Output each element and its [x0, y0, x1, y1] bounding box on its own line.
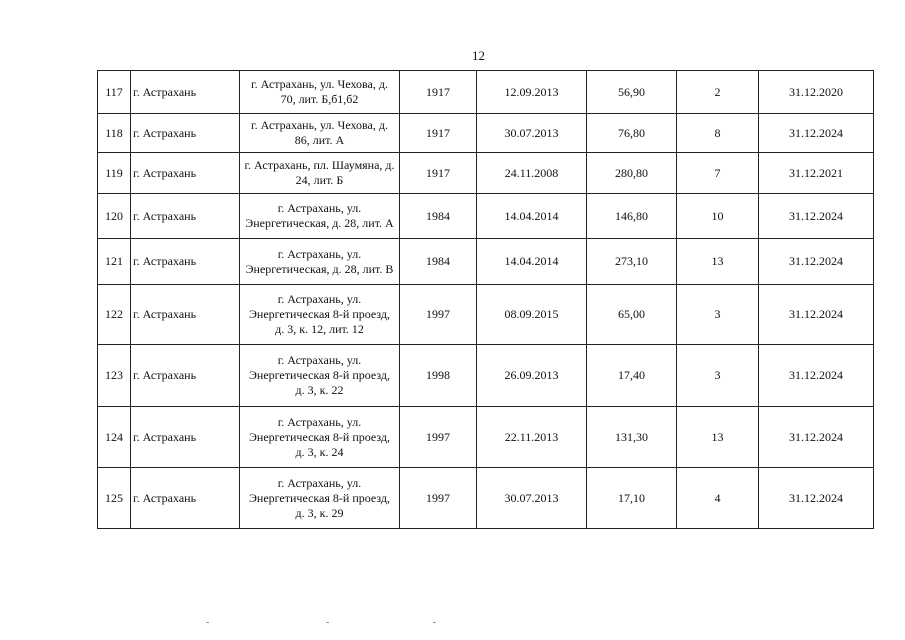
row-number-cell: 118: [98, 114, 131, 153]
deadline-cell: 31.12.2024: [759, 468, 874, 529]
page-number: 12: [472, 48, 485, 63]
address-cell: г. Астрахань, ул. Энергетическая 8-й проезд, д. 3, к. 12, лит. 12: [240, 285, 400, 345]
area-cell: 280,80: [587, 153, 677, 194]
row-number-cell: 122: [98, 285, 131, 345]
city-cell: г. Астрахань: [131, 407, 240, 468]
year-cell: 1917: [400, 153, 477, 194]
housing-registry-table: [97, 70, 874, 529]
count-cell: 10: [677, 194, 759, 239]
date-cell: 22.11.2013: [477, 407, 587, 468]
address-cell: г. Астрахань, пл. Шаумяна, д. 24, лит. Б: [240, 153, 400, 194]
date-cell: 24.11.2008: [477, 153, 587, 194]
table-row: [98, 194, 874, 239]
area-cell: 17,10: [587, 468, 677, 529]
table-row: [98, 239, 874, 285]
date-cell: 26.09.2013: [477, 345, 587, 407]
scan-mark: [433, 622, 436, 623]
table-row: [98, 71, 874, 114]
row-number-cell: 124: [98, 407, 131, 468]
city-cell: г. Астрахань: [131, 153, 240, 194]
row-number-cell: 121: [98, 239, 131, 285]
table-row: [98, 114, 874, 153]
deadline-cell: 31.12.2020: [759, 71, 874, 114]
count-cell: 3: [677, 285, 759, 345]
date-cell: 14.04.2014: [477, 194, 587, 239]
scan-mark: [326, 622, 329, 623]
scan-mark: [206, 622, 209, 623]
date-cell: 30.07.2013: [477, 114, 587, 153]
year-cell: 1917: [400, 71, 477, 114]
row-number-cell: 125: [98, 468, 131, 529]
deadline-cell: 31.12.2021: [759, 153, 874, 194]
year-cell: 1917: [400, 114, 477, 153]
row-number-cell: 120: [98, 194, 131, 239]
deadline-cell: 31.12.2024: [759, 194, 874, 239]
deadline-cell: 31.12.2024: [759, 407, 874, 468]
area-cell: 146,80: [587, 194, 677, 239]
area-cell: 56,90: [587, 71, 677, 114]
count-cell: 8: [677, 114, 759, 153]
date-cell: 30.07.2013: [477, 468, 587, 529]
city-cell: г. Астрахань: [131, 114, 240, 153]
city-cell: г. Астрахань: [131, 285, 240, 345]
deadline-cell: 31.12.2024: [759, 114, 874, 153]
year-cell: 1997: [400, 407, 477, 468]
area-cell: 131,30: [587, 407, 677, 468]
city-cell: г. Астрахань: [131, 345, 240, 407]
date-cell: 08.09.2015: [477, 285, 587, 345]
area-cell: 17,40: [587, 345, 677, 407]
count-cell: 13: [677, 239, 759, 285]
row-number-cell: 123: [98, 345, 131, 407]
area-cell: 65,00: [587, 285, 677, 345]
address-cell: г. Астрахань, ул. Энергетическая 8-й проезд, д. 3, к. 24: [240, 407, 400, 468]
table-row: [98, 153, 874, 194]
city-cell: г. Астрахань: [131, 239, 240, 285]
table-row: [98, 468, 874, 529]
address-cell: г. Астрахань, ул. Энергетическая 8-й проезд, д. 3, к. 29: [240, 468, 400, 529]
year-cell: 1984: [400, 194, 477, 239]
count-cell: 3: [677, 345, 759, 407]
date-cell: 12.09.2013: [477, 71, 587, 114]
row-number-cell: 117: [98, 71, 131, 114]
count-cell: 7: [677, 153, 759, 194]
city-cell: г. Астрахань: [131, 71, 240, 114]
address-cell: г. Астрахань, ул. Чехова, д. 86, лит. А: [240, 114, 400, 153]
deadline-cell: 31.12.2024: [759, 345, 874, 407]
count-cell: 2: [677, 71, 759, 114]
count-cell: 4: [677, 468, 759, 529]
city-cell: г. Астрахань: [131, 468, 240, 529]
address-cell: г. Астрахань, ул. Энергетическая 8-й проезд, д. 3, к. 22: [240, 345, 400, 407]
table-row: [98, 285, 874, 345]
address-cell: г. Астрахань, ул. Энергетическая, д. 28, лит. А: [240, 194, 400, 239]
table-row: [98, 407, 874, 468]
address-cell: г. Астрахань, ул. Чехова, д. 70, лит. Б,б1,б2: [240, 71, 400, 114]
year-cell: 1984: [400, 239, 477, 285]
area-cell: 76,80: [587, 114, 677, 153]
city-cell: г. Астрахань: [131, 194, 240, 239]
deadline-cell: 31.12.2024: [759, 285, 874, 345]
count-cell: 13: [677, 407, 759, 468]
table-row: [98, 345, 874, 407]
date-cell: 14.04.2014: [477, 239, 587, 285]
row-number-cell: 119: [98, 153, 131, 194]
deadline-cell: 31.12.2024: [759, 239, 874, 285]
address-cell: г. Астрахань, ул. Энергетическая, д. 28, лит. В: [240, 239, 400, 285]
scan-artifacts: [0, 622, 905, 632]
year-cell: 1997: [400, 468, 477, 529]
year-cell: 1998: [400, 345, 477, 407]
area-cell: 273,10: [587, 239, 677, 285]
year-cell: 1997: [400, 285, 477, 345]
